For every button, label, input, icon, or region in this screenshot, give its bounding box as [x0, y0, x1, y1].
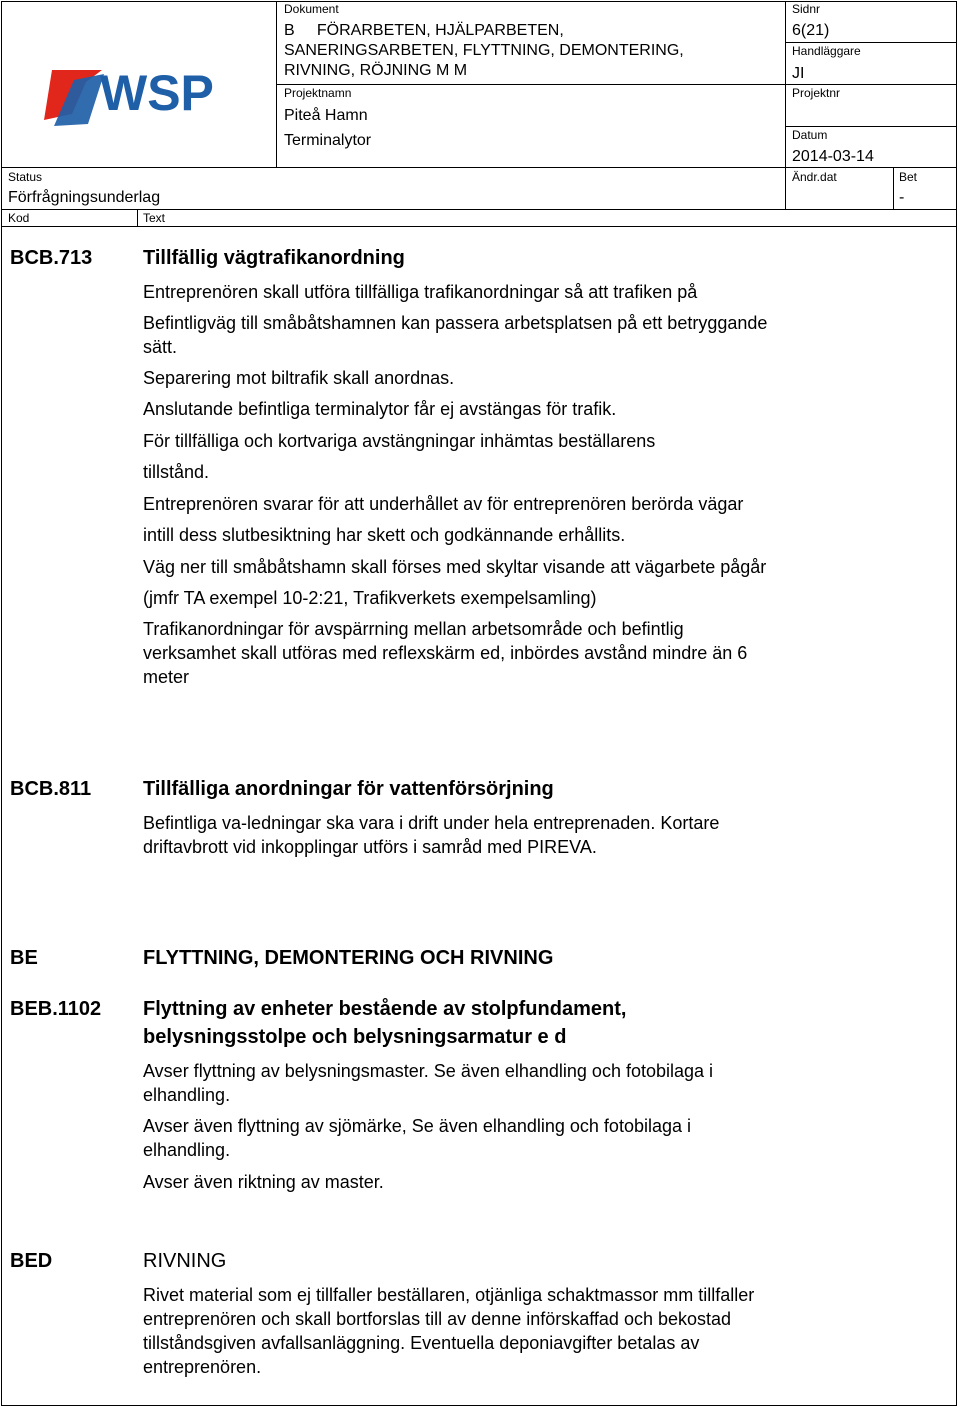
sidnr-value: 6(21) [792, 22, 830, 39]
header-divider-bet [893, 167, 894, 209]
section-code-beb1102: BEB.1102 [10, 998, 102, 1020]
andrdat-label: Ändr.dat [792, 170, 837, 184]
section-title-bed: RIVNING [143, 1250, 227, 1272]
header-divider-kod [137, 209, 138, 226]
beb1102-line-5: Avser även riktning av master. [143, 1172, 384, 1192]
projektnr-label: Projektnr [792, 86, 841, 100]
section-code-be: BE [10, 947, 38, 969]
header-hline-bottom [1, 226, 957, 227]
bcb811-line-1: Befintliga va-ledningar ska vara i drift under hela entreprenaden. Kortare [143, 813, 720, 833]
dokument-line-3: RIVNING, RÖJNING M M [284, 62, 468, 79]
bed-line-4: entreprenören. [143, 1357, 262, 1377]
bcb713-line-8: Entreprenören svarar för att underhållet av för entreprenören berörda vägar [143, 494, 744, 514]
sidnr-label: Sidnr [792, 2, 821, 16]
bcb811-line-2: driftavbrott vid inkopplingar utförs i samråd med PIREVA. [143, 837, 597, 857]
beb1102-line-4: elhandling. [143, 1140, 231, 1160]
bet-label: Bet [899, 170, 918, 184]
section-code-bcb811: BCB.811 [10, 778, 92, 800]
bcb713-line-12: Trafikanordningar för avspärrning mellan arbetsområde och befintlig [143, 619, 684, 639]
bcb713-line-6: För tillfälliga och kortvariga avstängningar inhämtas beställarens [143, 431, 656, 451]
bcb713-line-11: (jmfr TA exempel 10-2:21, Trafikverkets exempelsamling) [143, 588, 597, 608]
section-title-be: FLYTTNING, DEMONTERING OCH RIVNING [143, 947, 554, 969]
header-hline-status [1, 167, 957, 168]
text-label: Text [143, 211, 166, 225]
header-divider-right [785, 1, 786, 209]
bed-line-3: tillståndsgiven avfallsanläggning. Eventuella deponiavgifter betalas av [143, 1333, 700, 1353]
bcb713-line-4: Separering mot biltrafik skall anordnas. [143, 368, 455, 388]
beb1102-line-2: elhandling. [143, 1085, 231, 1105]
bcb713-line-2: Befintligväg till småbåtshamnen kan passera arbetsplatsen på ett betryggande [143, 313, 768, 333]
dokument-line-2: SANERINGSARBETEN, FLYTTNING, DEMONTERING, [284, 42, 684, 59]
beb1102-line-1: Avser flyttning av belysningsmaster. Se även elhandling och fotobilaga i [143, 1061, 714, 1081]
status-label: Status [8, 170, 43, 184]
bed-line-1: Rivet material som ej tillfaller beställaren, otjänliga schaktmassor mm tillfaller [143, 1285, 755, 1305]
beb1102-line-3: Avser även flyttning av sjömärke, Se även elhandling och fotobilaga i [143, 1116, 691, 1136]
status-value: Förfrågningsunderlag [8, 189, 161, 206]
bcb713-line-13: verksamhet skall utföras med reflexskärm ed, inbördes avstånd mindre än 6 [143, 643, 748, 663]
kod-label: Kod [8, 211, 30, 225]
header-hline-dokument [276, 84, 957, 85]
handlaggare-label: Handläggare [792, 44, 861, 58]
header-hline-kod [1, 209, 957, 210]
dokument-label: Dokument [284, 2, 339, 16]
section-code-bcb713: BCB.713 [10, 247, 93, 269]
section-title-bcb713: Tillfällig vägtrafikanordning [143, 247, 405, 269]
bcb713-line-14: meter [143, 667, 190, 687]
projektnamn-line-2: Terminalytor [284, 132, 372, 149]
bed-line-2: entreprenören och skall bortforslas till av denne införskaffad och bekostad [143, 1309, 732, 1329]
bcb713-line-10: Väg ner till småbåtshamn skall förses med skyltar visande att vägarbete pågår [143, 557, 767, 577]
datum-value: 2014-03-14 [792, 148, 874, 165]
handlaggare-value: JI [792, 65, 805, 82]
bcb713-line-3: sätt. [143, 337, 178, 357]
section-code-bed: BED [10, 1250, 53, 1272]
datum-label: Datum [792, 128, 828, 142]
bcb713-line-7: tillstånd. [143, 462, 210, 482]
header-hline-sidnr [785, 42, 957, 43]
section-title-beb1102-line-1: Flyttning av enheter bestående av stolpfundament, [143, 998, 627, 1020]
section-title-bcb811: Tillfälliga anordningar för vattenförsörjning [143, 778, 554, 800]
bcb713-line-9: intill dess slutbesiktning har skett och godkännande erhållits. [143, 525, 626, 545]
wsp-logo [44, 60, 239, 130]
bcb713-line-5: Anslutande befintliga terminalytor får ej avstängas för trafik. [143, 399, 617, 419]
dokument-line-1: B FÖRARBETEN, HJÄLPARBETEN, [284, 22, 564, 39]
header-hline-projektnr [785, 126, 957, 127]
logo-text: WSP [100, 65, 214, 121]
bet-value: - [899, 189, 905, 206]
section-title-beb1102-line-2: belysningsstolpe och belysningsarmatur e d [143, 1026, 567, 1048]
projektnamn-label: Projektnamn [284, 86, 352, 100]
projektnamn-line-1: Piteå Hamn [284, 107, 368, 124]
bcb713-line-1: Entreprenören skall utföra tillfälliga trafikanordningar så att trafiken på [143, 282, 698, 302]
